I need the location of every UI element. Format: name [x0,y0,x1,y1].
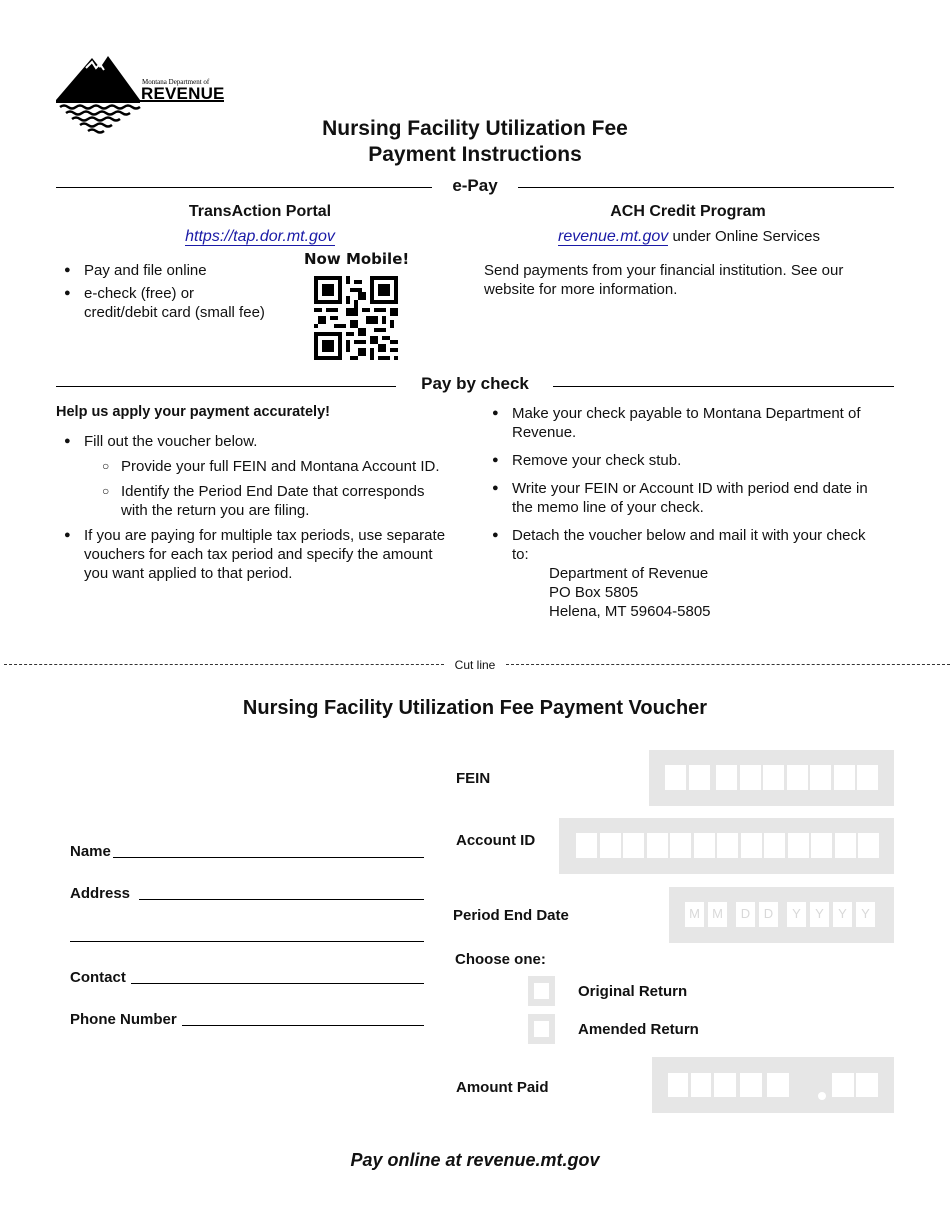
account-id-digit[interactable] [600,833,621,858]
qr-code-icon[interactable] [314,276,398,360]
address-label: Address [70,885,131,902]
date-placeholder: Y [861,906,870,921]
fein-digit[interactable] [689,765,710,790]
logo-org-small: Montana Department of [142,78,210,86]
fein-digit[interactable] [834,765,855,790]
portal-bullet: Pay and file online [84,262,207,279]
fein-digit[interactable] [810,765,831,790]
check-right-item-cont: the memo line of your check. [512,499,704,516]
contact-field[interactable] [131,968,424,984]
date-digit-year[interactable] [833,902,852,927]
check-right-item-cont: Revenue. [512,424,577,441]
amount-digit[interactable] [668,1073,688,1097]
check-right-item: Make your check payable to Montana Department of [512,405,861,422]
account-id-input[interactable] [559,818,894,874]
mailing-address-line: Helena, MT 59604-5805 [549,603,711,620]
name-label: Name [70,843,111,860]
divider [553,386,894,387]
check-left-subitem-cont: with the return you are filing. [121,502,310,519]
portal-bullet-cont: credit/debit card (small fee) [84,304,265,321]
bullet-icon: ● [492,454,499,466]
fein-digit[interactable] [665,765,686,790]
cut-line [506,664,950,665]
check-left-subitem: Identify the Period End Date that corresponds [121,483,425,500]
check-left-item-cont: vouchers for each tax period and specify the amount [84,546,433,563]
date-digit-year[interactable] [856,902,875,927]
period-end-date-label: Period End Date [453,907,569,924]
account-id-digit[interactable] [670,833,691,858]
name-field[interactable] [113,842,424,858]
check-left-item: Fill out the voucher below. [84,433,258,450]
bullet-icon: ● [64,529,71,541]
account-id-digit[interactable] [788,833,809,858]
account-id-digit[interactable] [764,833,785,858]
date-placeholder: Y [838,906,847,921]
bullet-icon: ● [64,435,71,447]
now-mobile-label: Now Mobile! [304,250,410,268]
amount-digit[interactable] [767,1073,789,1097]
check-right-item: Remove your check stub. [512,452,682,469]
divider [56,386,396,387]
date-placeholder: Y [792,906,801,921]
choose-one-label: Choose one: [455,951,546,968]
date-digit-month[interactable] [708,902,727,927]
date-placeholder: M [712,906,723,921]
original-return-label: Original Return [578,983,688,1000]
account-id-digit[interactable] [811,833,832,858]
check-left-subitem: Provide your full FEIN and Montana Account ID. [121,458,440,475]
ach-text-line: Send payments from your financial institution. See our [484,262,844,279]
amount-cents-digit[interactable] [856,1073,878,1097]
bullet-icon: ● [64,287,71,299]
portal-bullet: e-check (free) or [84,285,195,302]
portal-heading: TransAction Portal [188,203,332,220]
check-help-heading: Help us apply your payment accurately! [56,404,330,420]
fein-digit[interactable] [716,765,737,790]
contact-label: Contact [70,969,126,986]
account-id-digit[interactable] [647,833,668,858]
date-digit-day[interactable] [759,902,778,927]
ach-link[interactable]: revenue.mt.gov [557,228,669,245]
portal-link[interactable]: https://tap.dor.mt.gov [185,228,335,245]
voucher-title: Nursing Facility Utilization Fee Payment Voucher [242,697,708,719]
date-placeholder: D [763,906,774,921]
phone-field[interactable] [182,1010,424,1026]
amount-paid-input[interactable] [652,1057,894,1113]
check-right-item: Detach the voucher below and mail it with your check [512,527,866,544]
mailing-address-line: PO Box 5805 [549,584,639,601]
phone-label: Phone Number [70,1011,177,1028]
page-subtitle: Payment Instructions [368,143,582,166]
account-id-digit[interactable] [741,833,762,858]
ach-text [484,261,894,299]
account-id-digit[interactable] [694,833,715,858]
fein-digit[interactable] [740,765,761,790]
ach-text-line: website for more information. [484,281,678,298]
account-id-digit[interactable] [835,833,856,858]
date-digit-year[interactable] [810,902,829,927]
fein-input[interactable] [649,750,894,806]
amount-cents-digit[interactable] [832,1073,854,1097]
cut-line [4,664,444,665]
period-end-date-input[interactable] [669,887,894,943]
bullet-icon: ● [64,264,71,276]
portal-bullets [56,261,296,322]
epay-section-title: e-Pay [452,176,498,195]
fein-digit[interactable] [787,765,808,790]
amount-paid-label: Amount Paid [456,1079,549,1096]
amount-digit[interactable] [740,1073,762,1097]
bullet-icon: ● [492,407,499,419]
sub-bullet-icon: ○ [102,484,110,498]
address-field-line2[interactable] [70,926,424,942]
mailing-address-line: Department of Revenue [549,565,709,582]
amount-digit[interactable] [691,1073,711,1097]
check-right-item-cont: to: [512,546,529,563]
logo-org-big: REVENUE [141,84,225,103]
amended-return-label: Amended Return [578,1021,699,1038]
account-id-digit[interactable] [858,833,879,858]
footer-pay-online: Pay online at revenue.mt.gov [350,1150,600,1170]
account-id-digit[interactable] [576,833,597,858]
ach-heading: ACH Credit Program [610,203,766,220]
bullet-icon: ● [492,482,499,494]
check-left-list [56,432,466,583]
check-section-title: Pay by check [421,374,529,393]
date-placeholder: M [689,906,700,921]
date-placeholder: D [740,906,751,921]
ach-link-suffix: under Online Services [672,228,821,245]
page-title: Nursing Facility Utilization Fee [322,117,628,140]
cut-line-label: Cut line [445,658,505,672]
fein-label: FEIN [456,770,491,787]
check-right-item: Write your FEIN or Account ID with period end date in [512,480,868,497]
decimal-point-icon [818,1092,826,1100]
original-return-checkbox[interactable] [528,976,555,1006]
check-right-list [484,404,894,621]
date-digit-year[interactable] [787,902,806,927]
check-left-item: If you are paying for multiple tax periods, use separate [84,527,446,544]
bullet-icon: ● [492,529,499,541]
sub-bullet-icon: ○ [102,459,110,473]
divider [518,187,894,188]
account-id-label: Account ID [456,832,536,849]
fein-digit[interactable] [857,765,878,790]
amount-digit[interactable] [714,1073,736,1097]
fein-digit[interactable] [763,765,784,790]
divider [56,187,432,188]
amended-return-checkbox[interactable] [528,1014,555,1044]
address-field[interactable] [139,884,424,900]
date-digit-day[interactable] [736,902,755,927]
account-id-digit[interactable] [623,833,644,858]
date-placeholder: Y [815,906,824,921]
account-id-digit[interactable] [717,833,738,858]
check-left-item-cont: you want applied to that period. [84,565,293,582]
date-digit-month[interactable] [685,902,704,927]
